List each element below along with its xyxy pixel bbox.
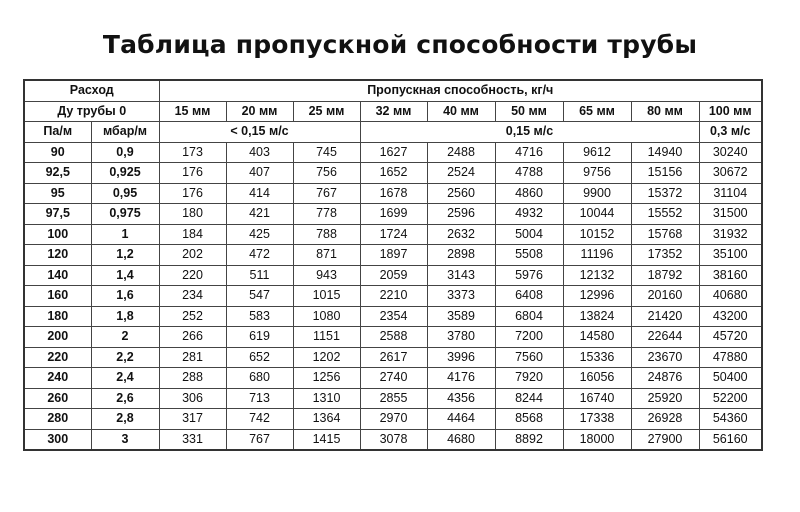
capacity-cell: 30240 [699,142,762,163]
capacity-cell: 403 [226,142,293,163]
capacity-cell: 2354 [360,306,427,327]
capacity-cell: 1724 [360,224,427,245]
capacity-cell: 756 [293,163,360,184]
diameter-header: 20 мм [226,101,293,122]
capacity-cell: 14580 [563,327,631,348]
capacity-cell: 40680 [699,286,762,307]
capacity-cell: 3078 [360,429,427,450]
capacity-cell: 4716 [495,142,563,163]
table-row [24,142,762,163]
mbar-cell: 2,2 [91,347,159,368]
mbar-cell: 0,925 [91,163,159,184]
capacity-cell: 414 [226,183,293,204]
capacity-cell: 16056 [563,368,631,389]
capacity-cell: 745 [293,142,360,163]
capacity-cell: 511 [226,265,293,286]
capacity-cell: 2588 [360,327,427,348]
table-row [24,286,762,307]
capacity-cell: 4860 [495,183,563,204]
capacity-cell: 180 [159,204,226,225]
capacity-table [23,79,763,451]
speed-group-header: < 0,15 м/с [159,122,360,143]
capacity-cell: 15336 [563,347,631,368]
capacity-cell: 176 [159,183,226,204]
capacity-cell: 1364 [293,409,360,430]
capacity-cell: 15552 [631,204,699,225]
capacity-cell: 2210 [360,286,427,307]
speed-group-header: 0,15 м/с [360,122,699,143]
table-row [24,163,762,184]
pa-cell: 90 [24,142,91,163]
capacity-cell: 472 [226,245,293,266]
capacity-cell: 266 [159,327,226,348]
capacity-cell: 583 [226,306,293,327]
table-body [24,142,762,450]
capacity-cell: 778 [293,204,360,225]
table-row [24,224,762,245]
capacity-cell: 26928 [631,409,699,430]
unit-pa-header: Па/м [24,122,91,143]
capacity-cell: 1080 [293,306,360,327]
table-row [24,183,762,204]
table-row [24,245,762,266]
capacity-cell: 10152 [563,224,631,245]
capacity-cell: 5508 [495,245,563,266]
capacity-cell: 788 [293,224,360,245]
capacity-cell: 281 [159,347,226,368]
capacity-cell: 18000 [563,429,631,450]
capacity-cell: 3373 [427,286,495,307]
mbar-cell: 1,8 [91,306,159,327]
table-row [24,347,762,368]
table-row [24,265,762,286]
capacity-cell: 1699 [360,204,427,225]
capacity-cell: 2632 [427,224,495,245]
capacity-header: Пропускная способность, кг/ч [159,80,762,101]
capacity-cell: 43200 [699,306,762,327]
capacity-cell: 407 [226,163,293,184]
diameter-header: 15 мм [159,101,226,122]
capacity-cell: 1415 [293,429,360,450]
capacity-cell: 871 [293,245,360,266]
capacity-cell: 306 [159,388,226,409]
diameter-header: 25 мм [293,101,360,122]
table-row [24,327,762,348]
capacity-cell: 4176 [427,368,495,389]
capacity-cell: 7200 [495,327,563,348]
mbar-cell: 2 [91,327,159,348]
pa-cell: 140 [24,265,91,286]
diameter-header: 100 мм [699,101,762,122]
table-row [24,368,762,389]
capacity-cell: 2488 [427,142,495,163]
mbar-cell: 3 [91,429,159,450]
capacity-cell: 15156 [631,163,699,184]
table-row [24,204,762,225]
capacity-cell: 1678 [360,183,427,204]
capacity-cell: 13824 [563,306,631,327]
capacity-cell: 9612 [563,142,631,163]
capacity-cell: 8892 [495,429,563,450]
capacity-cell: 23670 [631,347,699,368]
pipe-header: Ду трубы 0 [24,101,159,122]
capacity-cell: 425 [226,224,293,245]
diameter-header: 80 мм [631,101,699,122]
capacity-cell: 35100 [699,245,762,266]
header-row-2 [24,101,762,122]
table-row [24,409,762,430]
capacity-cell: 38160 [699,265,762,286]
capacity-cell: 25920 [631,388,699,409]
capacity-cell: 288 [159,368,226,389]
pa-cell: 160 [24,286,91,307]
capacity-cell: 652 [226,347,293,368]
capacity-cell: 8244 [495,388,563,409]
capacity-cell: 12996 [563,286,631,307]
capacity-cell: 4932 [495,204,563,225]
capacity-cell: 54360 [699,409,762,430]
pa-cell: 100 [24,224,91,245]
pa-cell: 240 [24,368,91,389]
mbar-cell: 1 [91,224,159,245]
capacity-cell: 173 [159,142,226,163]
capacity-cell: 3589 [427,306,495,327]
capacity-cell: 56160 [699,429,762,450]
pa-cell: 220 [24,347,91,368]
capacity-cell: 18792 [631,265,699,286]
capacity-cell: 17338 [563,409,631,430]
capacity-cell: 20160 [631,286,699,307]
capacity-cell: 9900 [563,183,631,204]
pa-cell: 95 [24,183,91,204]
capacity-cell: 11196 [563,245,631,266]
capacity-cell: 5004 [495,224,563,245]
capacity-cell: 1652 [360,163,427,184]
capacity-cell: 2560 [427,183,495,204]
capacity-cell: 31500 [699,204,762,225]
table-row [24,429,762,450]
mbar-cell: 1,2 [91,245,159,266]
capacity-cell: 547 [226,286,293,307]
capacity-cell: 176 [159,163,226,184]
mbar-cell: 1,6 [91,286,159,307]
mbar-cell: 0,975 [91,204,159,225]
page-title: Таблица пропускной способности трубы [102,30,698,59]
capacity-cell: 331 [159,429,226,450]
diameter-header: 32 мм [360,101,427,122]
capacity-cell: 184 [159,224,226,245]
capacity-cell: 10044 [563,204,631,225]
capacity-cell: 3996 [427,347,495,368]
capacity-cell: 15768 [631,224,699,245]
capacity-cell: 2059 [360,265,427,286]
capacity-cell: 9756 [563,163,631,184]
capacity-cell: 2524 [427,163,495,184]
capacity-cell: 4788 [495,163,563,184]
pa-cell: 92,5 [24,163,91,184]
header-row-3 [24,122,762,143]
capacity-cell: 1627 [360,142,427,163]
diameter-header: 40 мм [427,101,495,122]
capacity-cell: 220 [159,265,226,286]
capacity-cell: 52200 [699,388,762,409]
capacity-cell: 1015 [293,286,360,307]
capacity-cell: 21420 [631,306,699,327]
capacity-cell: 47880 [699,347,762,368]
capacity-cell: 31104 [699,183,762,204]
mbar-cell: 0,9 [91,142,159,163]
capacity-cell: 15372 [631,183,699,204]
capacity-cell: 7920 [495,368,563,389]
capacity-cell: 2740 [360,368,427,389]
capacity-cell: 5976 [495,265,563,286]
capacity-cell: 3143 [427,265,495,286]
capacity-cell: 2855 [360,388,427,409]
capacity-cell: 45720 [699,327,762,348]
capacity-cell: 421 [226,204,293,225]
table-row [24,388,762,409]
pa-cell: 280 [24,409,91,430]
pa-cell: 200 [24,327,91,348]
capacity-cell: 680 [226,368,293,389]
capacity-cell: 1256 [293,368,360,389]
capacity-cell: 3780 [427,327,495,348]
capacity-cell: 2898 [427,245,495,266]
mbar-cell: 2,8 [91,409,159,430]
mbar-cell: 2,4 [91,368,159,389]
capacity-cell: 50400 [699,368,762,389]
mbar-cell: 2,6 [91,388,159,409]
capacity-cell: 14940 [631,142,699,163]
capacity-cell: 1897 [360,245,427,266]
capacity-cell: 1202 [293,347,360,368]
capacity-cell: 1310 [293,388,360,409]
capacity-cell: 6408 [495,286,563,307]
capacity-cell: 202 [159,245,226,266]
pa-cell: 97,5 [24,204,91,225]
capacity-cell: 4356 [427,388,495,409]
capacity-cell: 7560 [495,347,563,368]
capacity-cell: 767 [226,429,293,450]
capacity-cell: 24876 [631,368,699,389]
capacity-cell: 2617 [360,347,427,368]
pa-cell: 260 [24,388,91,409]
pa-cell: 180 [24,306,91,327]
capacity-cell: 27900 [631,429,699,450]
diameter-header: 50 мм [495,101,563,122]
capacity-cell: 31932 [699,224,762,245]
mbar-cell: 1,4 [91,265,159,286]
capacity-cell: 2970 [360,409,427,430]
capacity-cell: 2596 [427,204,495,225]
capacity-cell: 16740 [563,388,631,409]
capacity-cell: 4680 [427,429,495,450]
capacity-cell: 6804 [495,306,563,327]
mbar-cell: 0,95 [91,183,159,204]
flow-header: Расход [24,80,159,101]
capacity-cell: 12132 [563,265,631,286]
table-row [24,306,762,327]
capacity-cell: 943 [293,265,360,286]
header-row-1 [24,80,762,101]
capacity-cell: 767 [293,183,360,204]
speed-group-header: 0,3 м/с [699,122,762,143]
pa-cell: 300 [24,429,91,450]
capacity-cell: 713 [226,388,293,409]
unit-mbar-header: мбар/м [91,122,159,143]
capacity-cell: 8568 [495,409,563,430]
capacity-cell: 742 [226,409,293,430]
capacity-cell: 1151 [293,327,360,348]
capacity-cell: 252 [159,306,226,327]
capacity-cell: 234 [159,286,226,307]
capacity-cell: 17352 [631,245,699,266]
capacity-cell: 22644 [631,327,699,348]
capacity-cell: 317 [159,409,226,430]
pa-cell: 120 [24,245,91,266]
capacity-cell: 619 [226,327,293,348]
capacity-cell: 4464 [427,409,495,430]
diameter-header: 65 мм [563,101,631,122]
capacity-cell: 30672 [699,163,762,184]
